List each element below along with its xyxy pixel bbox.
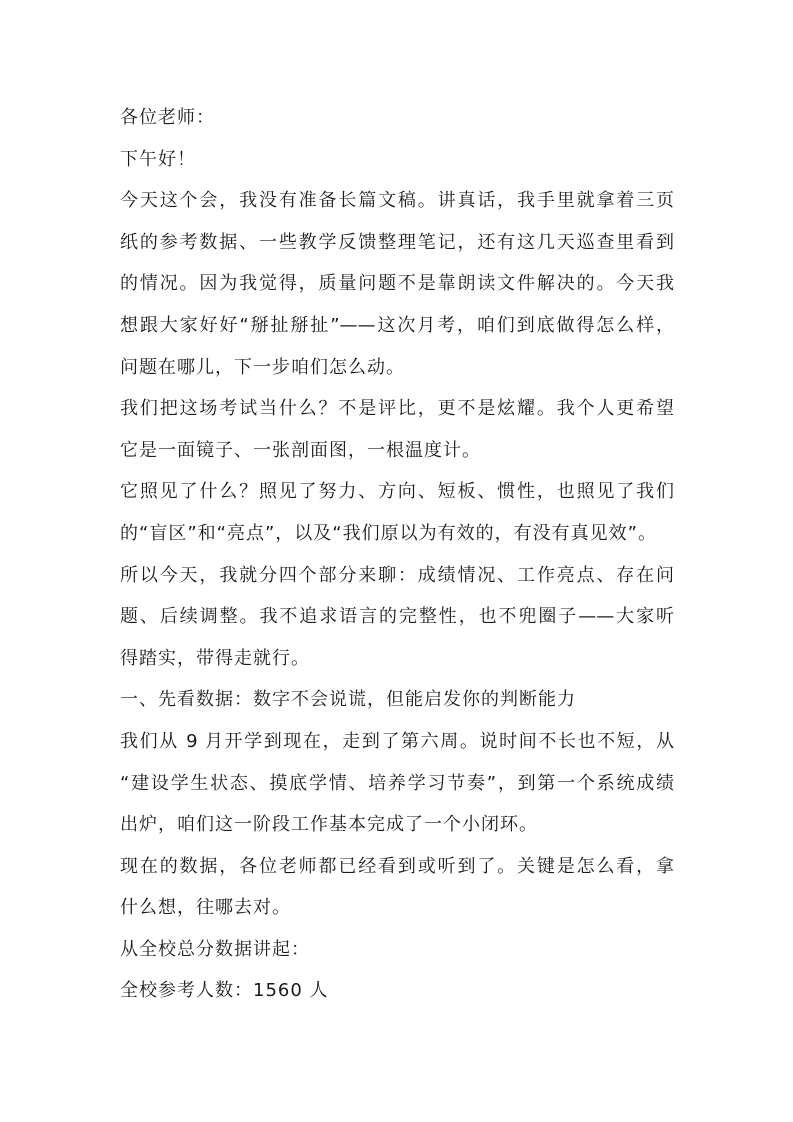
document-page bbox=[120, 97, 674, 1012]
text-line: 我们把这场考试当什么？不是评比，更不是炫耀。我个人更希望 bbox=[120, 398, 674, 420]
text-line: 的情况。因为我觉得，质量问题不是靠朗读文件解决的。今天我 bbox=[120, 273, 674, 295]
text-line: 所以今天，我就分四个部分来聊：成绩情况、工作亮点、存在问 bbox=[120, 564, 674, 586]
paragraph bbox=[120, 471, 674, 554]
text-line: 题、后续调整。我不追求语言的完整性，也不兜圈子——大家听 bbox=[120, 606, 674, 628]
text-line: 各位老师： bbox=[120, 107, 215, 128]
paragraph bbox=[120, 139, 674, 181]
paragraph bbox=[120, 388, 674, 471]
paragraph bbox=[120, 929, 674, 971]
text-line: 纸的参考数据、一些教学反馈整理笔记，还有这几天巡查里看到 bbox=[120, 231, 674, 253]
paragraph bbox=[120, 721, 674, 846]
paragraph bbox=[120, 180, 674, 388]
text-line: 想跟大家好好“掰扯掰扯”——这次月考，咱们到底做得怎么样， bbox=[120, 314, 674, 336]
text-line: 现在的数据，各位老师都已经看到或听到了。关键是怎么看，拿 bbox=[120, 855, 674, 877]
text-line: 的“盲区”和“亮点”，以及“我们原以为有效的，有没有真见效”。 bbox=[120, 522, 657, 544]
text-line: 全校参考人数：1560 人 bbox=[120, 980, 329, 1002]
paragraph bbox=[120, 97, 674, 139]
text-line: 问题在哪儿，下一步咱们怎么动。 bbox=[120, 356, 405, 378]
paragraph bbox=[120, 970, 674, 1012]
paragraph bbox=[120, 555, 674, 680]
text-line: 得踏实，带得走就行。 bbox=[120, 647, 310, 669]
text-line: 下午好！ bbox=[120, 148, 196, 170]
paragraph bbox=[120, 846, 674, 929]
text-line: 一、先看数据：数字不会说谎，但能启发你的判断能力 bbox=[120, 689, 576, 711]
text-line: 我们从 9 月开学到现在，走到了第六周。说时间不长也不短，从 bbox=[120, 730, 674, 752]
paragraph bbox=[120, 679, 674, 721]
text-line: 出炉，咱们这一阶段工作基本完成了一个小闭环。 bbox=[120, 814, 538, 836]
text-line: “建设学生状态、摸底学情、培养学习节奏”，到第一个系统成绩 bbox=[120, 772, 674, 794]
text-line: 它是一面镜子、一张剖面图，一根温度计。 bbox=[120, 439, 481, 461]
text-line: 今天这个会，我没有准备长篇文稿。讲真话，我手里就拿着三页 bbox=[120, 190, 674, 212]
text-line: 它照见了什么？照见了努力、方向、短板、惯性，也照见了我们 bbox=[120, 481, 674, 503]
text-line: 从全校总分数据讲起： bbox=[120, 938, 310, 960]
text-line: 什么想，往哪去对。 bbox=[120, 897, 291, 919]
